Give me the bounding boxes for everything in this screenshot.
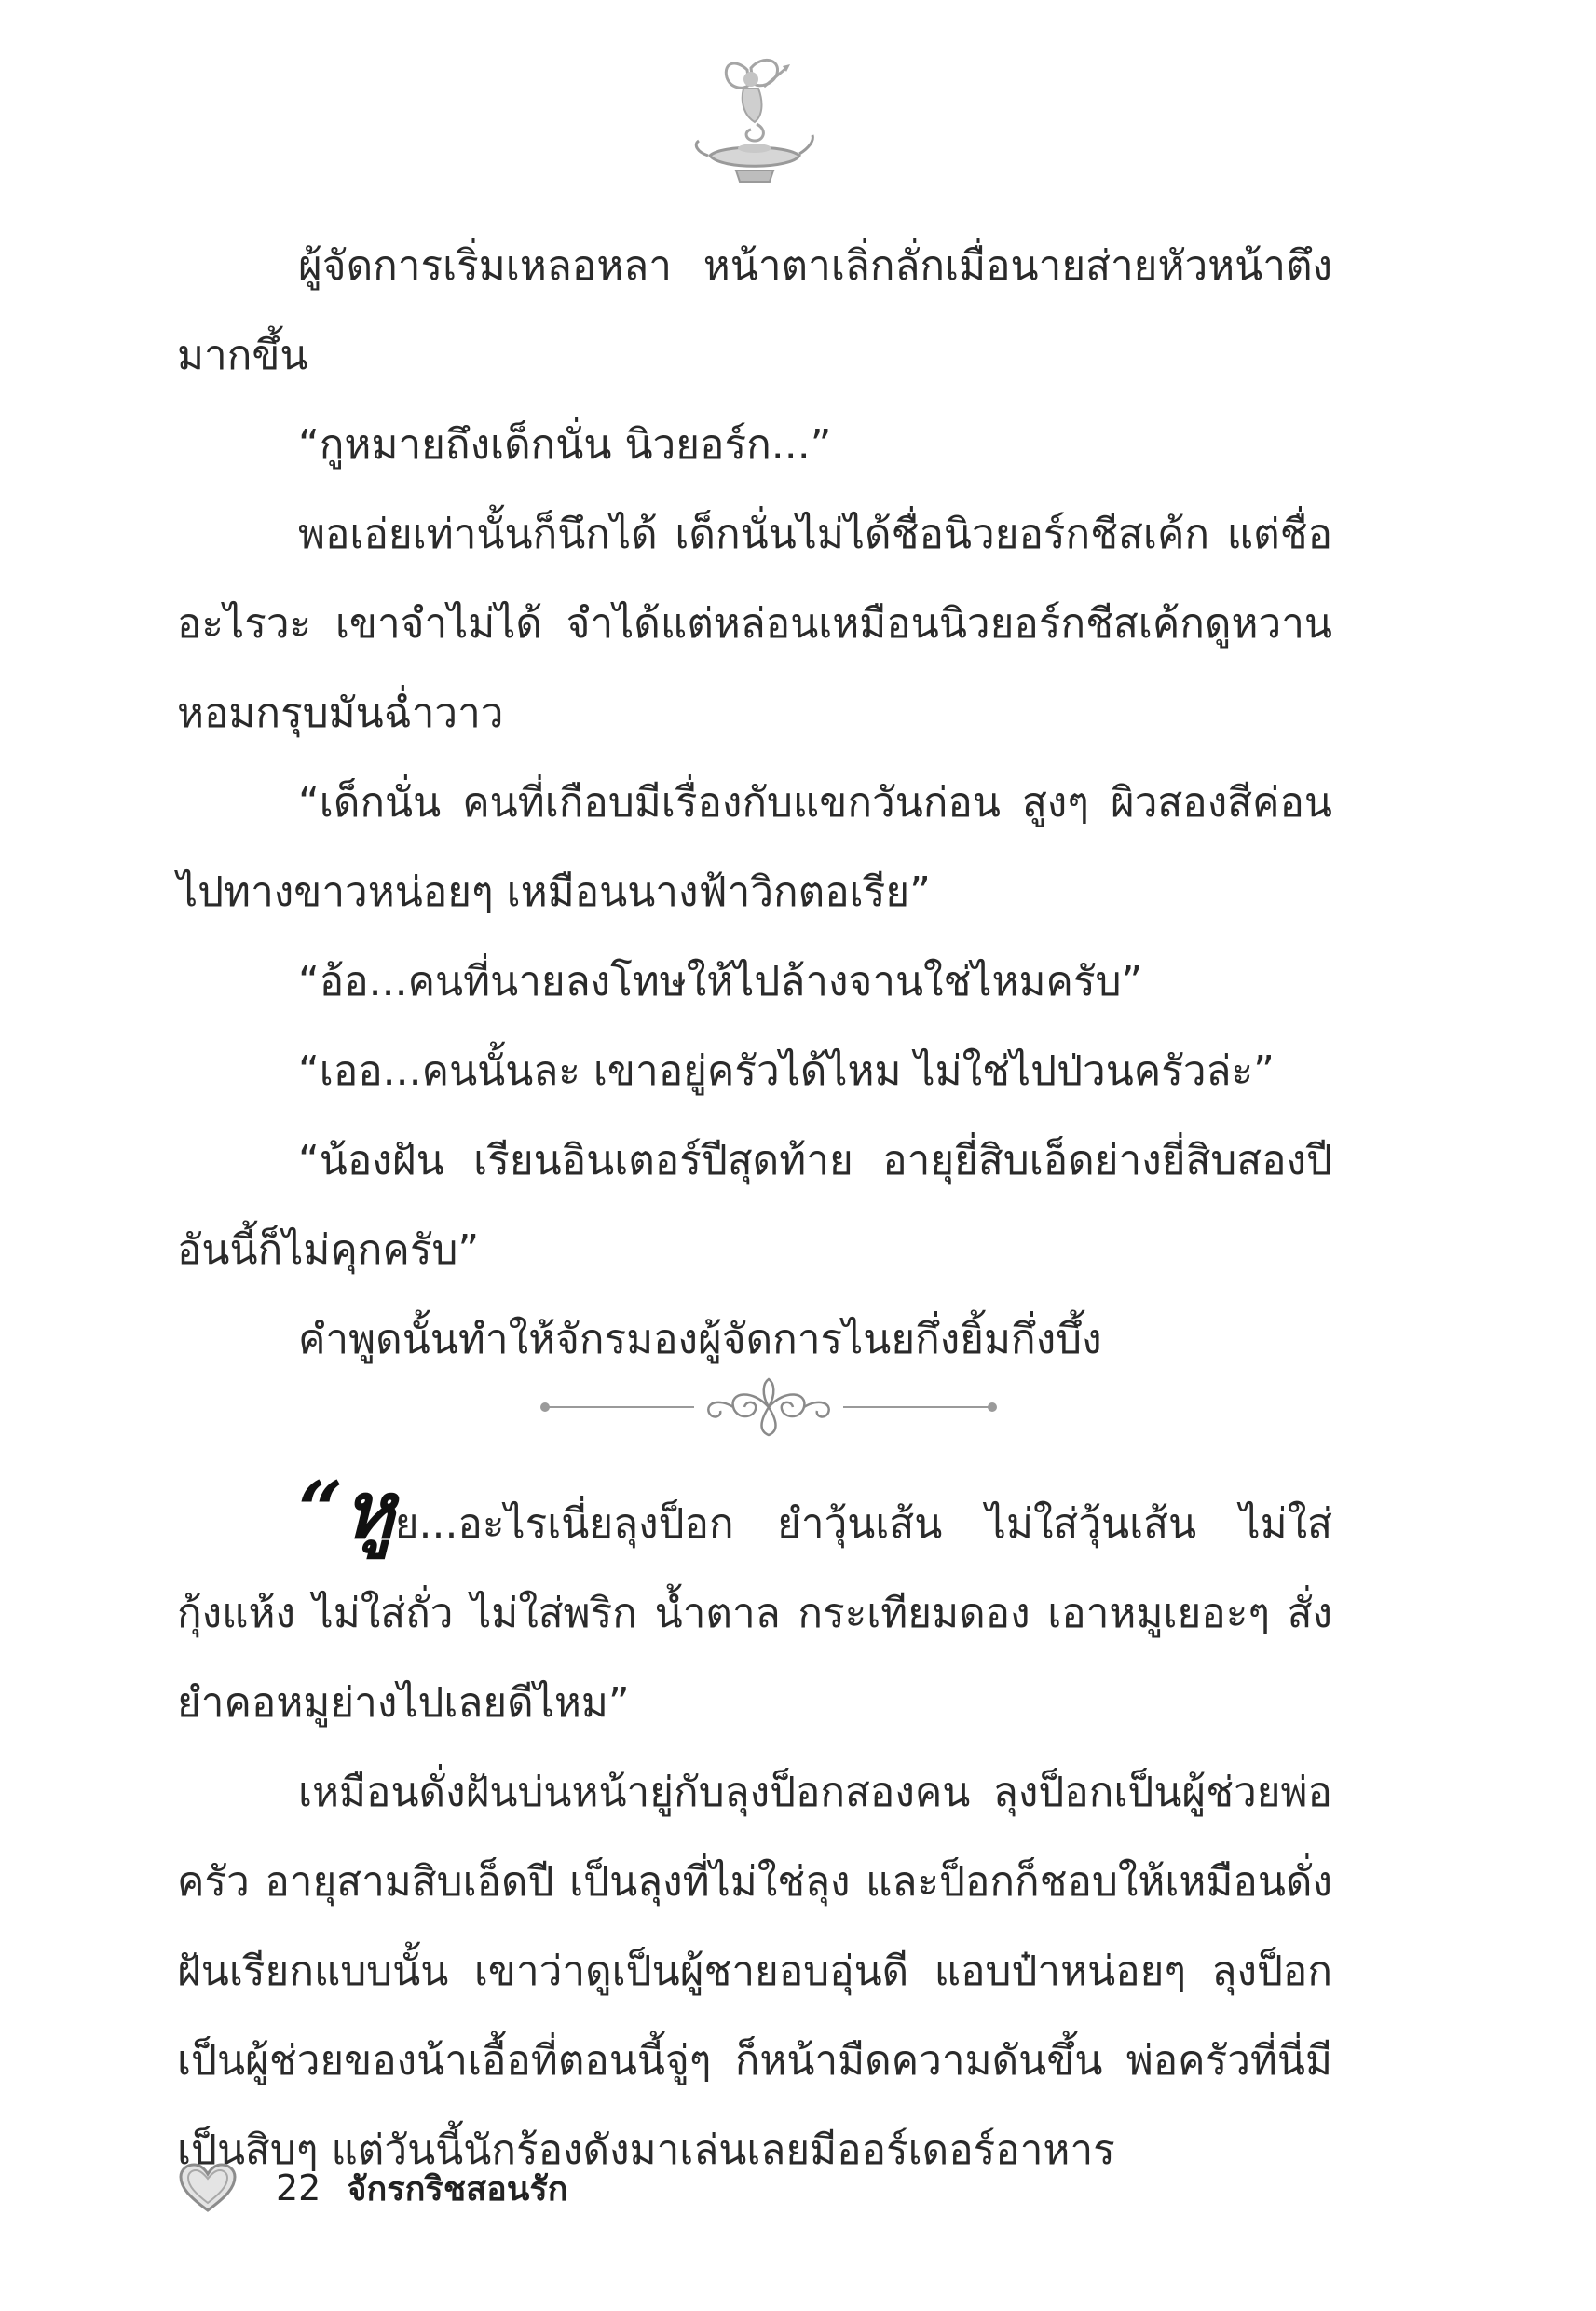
paragraph-with-dropcap — [177, 1464, 1332, 1748]
ornamental-scroll-divider-icon — [536, 1370, 1002, 1444]
page-footer — [177, 2160, 568, 2216]
dropcap: “หู — [298, 1464, 395, 1556]
section-two-text — [177, 1464, 1332, 2195]
paragraph: “เออ...คนนั้นละ เขาอยู่ครัวได้ไหม ไม่ใช่ไปป่วนครัวล่ะ” — [298, 1047, 1275, 1095]
paragraph: “น้องฝัน เรียนอินเตอร์ปีสุดท้าย อายุยี่สิบเอ็ดย่างยี่สิบสองปีอันนี้ก็ไม่คุกครับ” — [177, 1137, 1332, 1274]
paragraph: พอเอ่ยเท่านั้นก็นึกได้ เด็กนั่นไม่ได้ชื่อนิวยอร์กชีสเค้ก แต่ชื่ออะไรวะ เขาจำไม่ได้ จำได้แต่หล่อนเหมือนนิวยอร์กชีสเค้กดูหวานหอมกรุบมันฉ่ำวาว — [177, 511, 1332, 737]
cupid-teapot-emblem-icon — [689, 51, 820, 191]
paragraph: “กูหมายถึงเด็กนั่น นิวยอร์ก...” — [298, 421, 832, 469]
heart-icon — [177, 2162, 239, 2214]
paragraph: ผู้จัดการเริ่มเหลอหลา หน้าตาเลิ่กลั่กเมื่อนายส่ายหัวหน้าตึงมากขึ้น — [177, 242, 1332, 379]
book-title: จักรกริชสอนรัก — [347, 2169, 568, 2208]
section-one-text — [177, 222, 1332, 1385]
paragraph: คำพูดนั้นทำให้จักรมองผู้จัดการไนยกึ่งยิ้มกึ่งบึ้ง — [298, 1316, 1102, 1363]
paragraph: “เด็กนั่น คนที่เกือบมีเรื่องกับแขกวันก่อน สูงๆ ผิวสองสีค่อนไปทางขาวหน่อยๆ เหมือนนางฟ้าวิกตอเรีย” — [177, 779, 1332, 916]
page-number: 22 — [276, 2167, 321, 2208]
paragraph-text: ย...อะไรเนี่ยลุงป็อก ยำวุ้นเส้น ไม่ใส่วุ้นเส้น ไม่ใส่กุ้งแห้ง ไม่ใส่ถั่ว ไม่ใส่พริก น้ำตาล กระเทียมดอง เอาหมูเยอะๆ สั่งยำคอหมูย่างไปเลยดีไหม” — [177, 1500, 1332, 1727]
paragraph: “อ้อ...คนที่นายลงโทษให้ไปล้างจานใช่ไหมครับ” — [298, 958, 1143, 1005]
paragraph: เหมือนดั่งฝันบ่นหน้ายู่กับลุงป็อกสองคน ลุงป็อกเป็นผู้ช่วยพ่อครัว อายุสามสิบเอ็ดปี เป็นลุงที่ไม่ใช่ลุง และป็อกก็ชอบให้เหมือนดั่งฝันเรียกแบบนั้น เขาว่าดูเป็นผู้ชายอบอุ่นดี แอบป๋าหน่อยๆ ลุงป็อกเป็นผู้ช่วยของน้าเอื้อที่ตอนนี้จู่ๆ ก็หน้ามืดความดันขึ้น พ่อครัวที่นี่มีเป็นสิบๆ แต่วันนี้นักร้องดังมาเล่นเลยมีออร์เดอร์อาหาร — [177, 1769, 1332, 2174]
